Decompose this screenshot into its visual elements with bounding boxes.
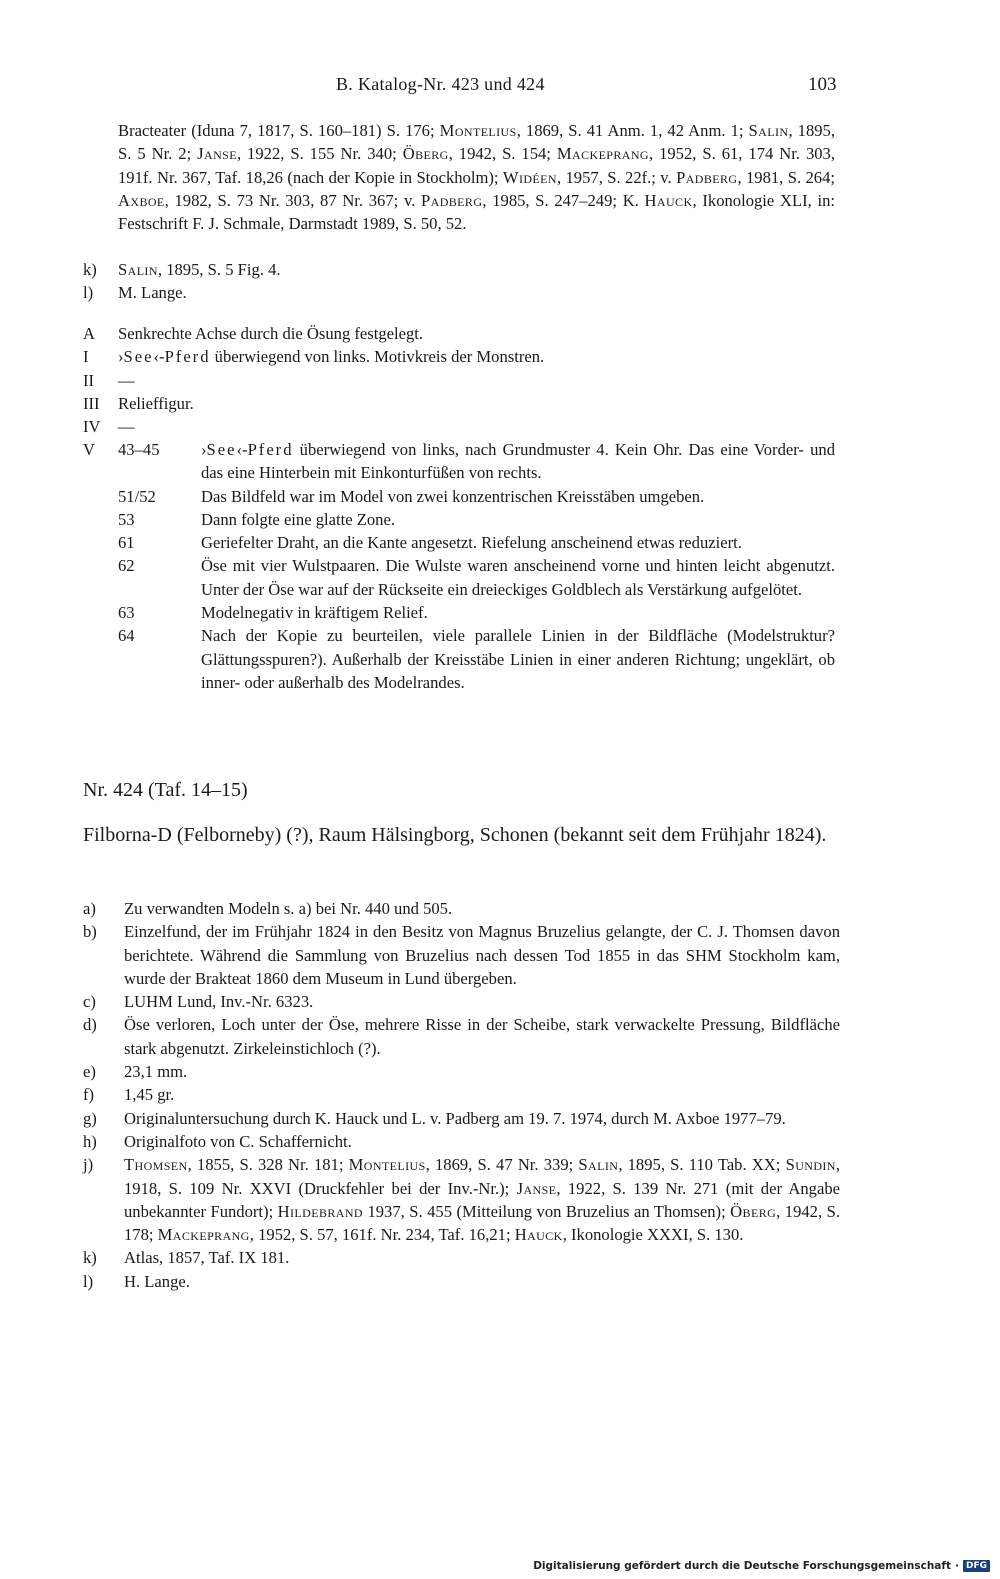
section-v-entry [118, 624, 835, 694]
item-text: Senkrechte Achse durch die Ösung festgelegt. [118, 324, 424, 343]
item-label: 61 [118, 533, 135, 553]
item-text [201, 438, 835, 485]
item-label: 51/52 [118, 486, 156, 506]
text-run: , 1982, S. 73 Nr. 303, 87 Nr. 367; v. [164, 190, 422, 210]
entry-heading: Nr. 424 (Taf. 14–15) [83, 779, 248, 801]
item-text: Einzelfund, der im Frühjahr 1824 in den Besitz von Magnus Bruzelius gelangte, der C. J. Thomsen davon berichtete. Während die Sammlung von Bruzelius nach dessen Tod 1855 in das SHM Stockholm kam, wurde der Brakteat 1860 dem Museum in Lund übergeben. [124, 922, 840, 988]
section-v-entry [118, 554, 835, 601]
references-continuation [118, 119, 835, 235]
item-label: f) [83, 1085, 95, 1105]
item-text: 1,45 gr. [124, 1085, 175, 1105]
author-name: Padberg [421, 190, 483, 210]
item-label: e) [83, 1062, 96, 1082]
spaced-word: Pferd [247, 440, 294, 459]
item-label: l) [83, 283, 94, 303]
item-text: Dann folgte eine glatte Zone. [201, 509, 395, 529]
author-name: Öberg [402, 144, 449, 164]
text-run: , 1985, S. 247–249; K. [482, 190, 645, 210]
list-item [83, 1130, 840, 1153]
item-text [118, 258, 835, 281]
item-text: Zu verwandten Modeln s. a) bei Nr. 440 und 505. [124, 899, 453, 918]
list-item [83, 1246, 840, 1269]
author-name: Janse [516, 1178, 557, 1198]
list-item [83, 1107, 840, 1130]
author-name: Montelius [439, 121, 517, 140]
author-name: Mackeprang [157, 1225, 250, 1245]
text-run: , Ikonologie XXXI, S. 130. [562, 1225, 744, 1245]
spaced-word: Pferd [164, 347, 211, 367]
text-run: überwiegend von links. Motivkreis der Monstren. [210, 347, 545, 367]
item-text [118, 345, 835, 368]
classification-item [83, 322, 835, 345]
text-run: , 1942, S. 154; [448, 144, 557, 164]
item-text: M. Lange. [118, 283, 187, 303]
text-run: , 1895, S. 110 Tab. XX; [618, 1155, 786, 1175]
item-text: Modelnegativ in kräftigem Relief. [201, 603, 428, 623]
item-label: l) [83, 1271, 94, 1291]
author-name: Öberg [730, 1201, 777, 1221]
spaced-word: See [206, 440, 237, 459]
item-text: Öse mit vier Wulstpaaren. Die Wulste waren anscheinend vorne und hinten leicht abgenutzt. Unter der Öse war auf der Rückseite ein dreieckiges Goldblech als Verstärkung aufgelötet. [201, 556, 835, 599]
item-label: h) [83, 1131, 97, 1151]
entry-location: Filborna-D (Felborneby) (?), Raum Hälsingborg, Schonen (bekannt seit dem Frühjahr 1824). [83, 824, 827, 846]
page-number: 103 [808, 74, 837, 95]
item-label: d) [83, 1015, 97, 1035]
section-v-entry [118, 438, 835, 485]
list-item [83, 1083, 840, 1106]
item-label: III [83, 393, 100, 413]
section-v-entry [118, 508, 835, 531]
author-name: Mackeprang [556, 144, 649, 164]
text-run: , 1981, S. 264; [737, 167, 835, 187]
text-run: , 1952, S. 57, 161f. Nr. 234, Taf. 16,21; [249, 1225, 515, 1245]
text-run: , 1869, S. 47 Nr. 339; [425, 1155, 579, 1175]
item-text: LUHM Lund, Inv.-Nr. 6323. [124, 992, 314, 1012]
text-run: › [118, 347, 124, 367]
author-name: Padberg [676, 167, 738, 187]
item-text: Originalfoto von C. Schaffernicht. [124, 1131, 352, 1151]
item-text: Das Bildfeld war im Model von zwei konzentrischen Kreisstäben umgeben. [201, 486, 705, 506]
author-name: Janse [197, 144, 237, 164]
section-v-entry [118, 601, 835, 624]
item-label: I [83, 347, 89, 367]
item-label: 63 [118, 603, 135, 623]
text-run: ‹- [236, 440, 248, 459]
list-item [83, 920, 840, 990]
text-run: , 1869, S. 41 Anm. 1, 42 Anm. 1; [516, 121, 749, 140]
text-run: , 1922, S. 139 Nr. 271 (mit der Angabe unbekannter Fundort); [124, 1178, 840, 1221]
item-text: H. Lange. [124, 1271, 190, 1291]
text-run: überwiegend von links, nach Grundmuster 4. Kein Ohr. Das eine Vorder- und das eine Hinterbein mit Einkonturfüßen von rechts. [201, 440, 835, 483]
item-text: Öse verloren, Loch unter der Öse, mehrere Risse in der Scheibe, stark verwackelte Pressung, Bildfläche stark abgenutzt. Zirkeleinstichloch (?). [124, 1015, 840, 1058]
classification-item [83, 345, 835, 368]
item-label: b) [83, 922, 97, 942]
author-name: Axboe [118, 190, 165, 210]
text-run: ‹- [153, 347, 165, 367]
text-run: , 1918, S. 109 Nr. XXVI (Druckfehler bei der Inv.-Nr.); [124, 1155, 841, 1198]
section-v-label: V [83, 440, 95, 459]
item-label: IV [83, 417, 101, 437]
author-name: Hauck [514, 1225, 563, 1245]
item-text: — [118, 417, 135, 437]
item-label: 53 [118, 509, 135, 529]
text-run: , 1942, S. 178; [124, 1201, 840, 1245]
list-item [83, 990, 840, 1013]
item-text: Originaluntersuchung durch K. Hauck und L. v. Padberg am 19. 7. 1974, durch M. Axboe 1977–79. [124, 1108, 786, 1128]
author-name: Sundin [785, 1155, 836, 1175]
item-label: a) [83, 899, 96, 918]
author-name: Thomsen [124, 1155, 188, 1175]
spaced-word: See [123, 347, 154, 367]
section-v-entry [118, 531, 835, 554]
author-name: Widéen [502, 167, 557, 187]
item-label: k) [83, 1248, 97, 1268]
text-run: Bracteater (Iduna 7, 1817, S. 160–181) S. 176; [118, 121, 440, 140]
item-label: c) [83, 992, 96, 1012]
text-run: , 1895, S. 5 Nr. 2; [118, 121, 835, 164]
item-label: A [83, 324, 95, 343]
item-text: 23,1 mm. [124, 1062, 188, 1082]
top-items [83, 258, 835, 305]
running-head-title: B. Katalog-Nr. 423 und 424 [336, 74, 545, 94]
item-label: j) [83, 1155, 94, 1175]
references-continuation-text [118, 121, 835, 233]
text-run: , 1922, S. 155 Nr. 340; [236, 144, 403, 164]
author-name: Montelius [348, 1155, 426, 1175]
list-item-k [83, 258, 835, 281]
section-v-entries [118, 438, 835, 694]
footer: Digitalisierung gefördert durch die Deutsche Forschungsgemeinschaft · DFG [533, 1557, 990, 1575]
item-label: g) [83, 1108, 97, 1128]
footer-text: Digitalisierung gefördert durch die Deutsche Forschungsgemeinschaft [533, 1560, 951, 1572]
list-item [83, 1270, 840, 1293]
list-item-l [83, 281, 835, 304]
text-run: , 1952, S. 61, 174 Nr. 303, 191f. Nr. 367, Taf. 18,26 (nach der Kopie in Stockholm); [118, 144, 835, 187]
text-run: 1937, S. 455 (Mitteilung von Bruzelius an Thomsen); [362, 1201, 731, 1221]
classification-item [83, 369, 835, 392]
author-name: Hildebrand [277, 1201, 363, 1221]
item-text: Geriefelter Draht, an die Kante angesetzt. Riefelung anscheinend etwas reduziert. [201, 533, 742, 553]
item-label: 64 [118, 626, 135, 646]
list-item [83, 1060, 840, 1083]
item-text: Nach der Kopie zu beurteilen, viele parallele Linien in der Bildfläche (Modelstruktur? Glättungsspuren?). Außerhalb der Kreisstäbe Linien in einer anderen Richtung; ungeklärt, ob inner- oder außerhalb des Modelrandes. [201, 626, 835, 692]
list-item [83, 1013, 840, 1060]
running-head [0, 74, 1000, 100]
text-run: , 1895, S. 5 Fig. 4. [157, 260, 281, 279]
section-v-entry [118, 485, 835, 508]
list-item [83, 897, 840, 920]
item-label: k) [83, 260, 97, 279]
item-text: — [118, 370, 135, 390]
classification-item [83, 415, 835, 438]
item-text [124, 1153, 840, 1246]
author-name: Salin [578, 1155, 619, 1175]
item-label: II [83, 370, 95, 390]
item-label: 43–45 [118, 440, 160, 459]
classification-item [83, 392, 835, 415]
text-run: , 1957, S. 22f.; v. [556, 167, 677, 187]
section-v [83, 438, 835, 694]
list-item [83, 1153, 840, 1246]
item-label: 62 [118, 556, 135, 576]
text-run: , Ikonologie XLI, in: Festschrift F. J. Schmale, Darmstadt 1989, S. 50, 52. [118, 190, 835, 234]
author-name: Salin [748, 121, 789, 140]
dfg-logo: DFG [963, 1560, 990, 1572]
entry-items [83, 897, 840, 1293]
item-text: Relieffigur. [118, 393, 194, 413]
author-name: Hauck [644, 190, 693, 210]
author-name: Salin [118, 260, 158, 279]
text-run: , 1855, S. 328 Nr. 181; [187, 1155, 349, 1175]
item-text: Atlas, 1857, Taf. IX 181. [124, 1248, 290, 1268]
text-run: › [201, 440, 207, 459]
classification-list [83, 322, 835, 438]
